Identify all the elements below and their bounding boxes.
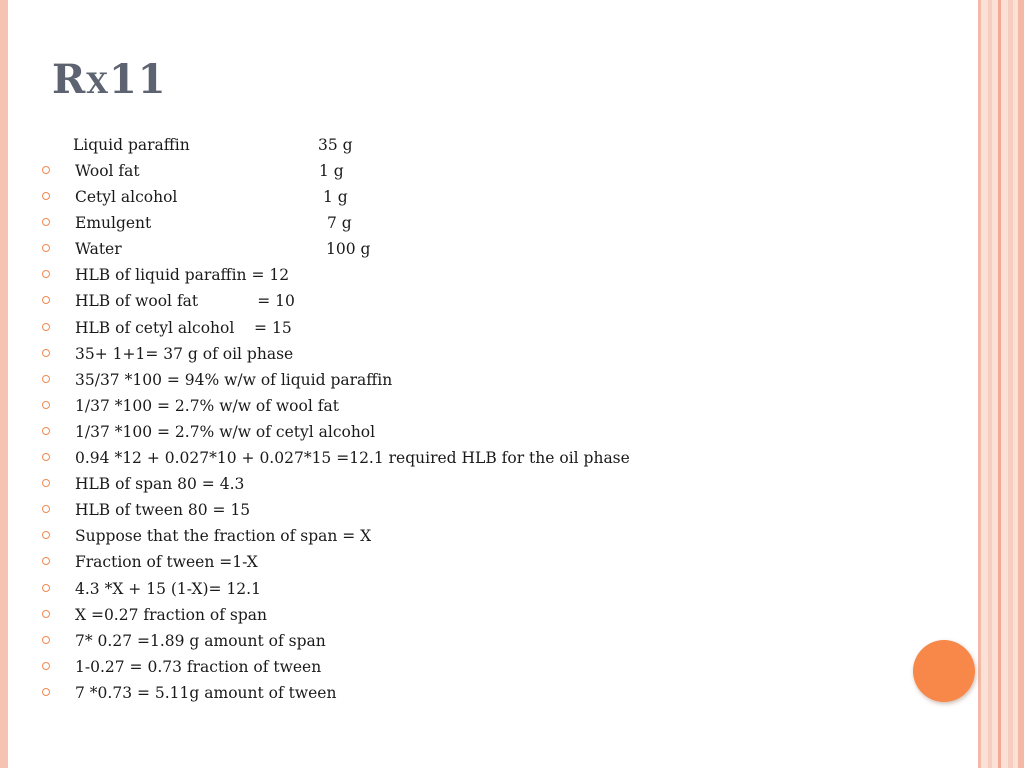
circle-bullet-icon (42, 192, 50, 200)
calculation-text: HLB of wool fat = 10 (75, 292, 295, 311)
circle-bullet-icon (42, 218, 50, 226)
ingredient-label: Water (75, 240, 122, 259)
circle-bullet-icon (42, 610, 50, 618)
ingredient-label: Cetyl alcohol (75, 188, 178, 207)
list-item (42, 210, 942, 236)
calculation-text: Fraction of tween =1-X (75, 553, 258, 572)
stripe (1008, 0, 1013, 768)
calculation-text: 7* 0.27 =1.89 g amount of span (75, 631, 326, 650)
slide-content (42, 132, 942, 706)
list-item (42, 602, 942, 628)
circle-bullet-icon (42, 505, 50, 513)
left-border-strip (0, 0, 8, 768)
list-item (42, 628, 942, 654)
calculation-text: X =0.27 fraction of span (75, 605, 267, 624)
circle-bullet-icon (42, 349, 50, 357)
list-item (42, 288, 942, 314)
calculation-text: HLB of liquid paraffin = 12 (75, 266, 290, 285)
calculation-text: Suppose that the fraction of span = X (75, 527, 372, 546)
calculation-text: HLB of tween 80 = 15 (75, 501, 251, 520)
calculation-text: 35/37 *100 = 94% w/w of liquid paraffin (75, 370, 393, 389)
circle-bullet-icon (42, 531, 50, 539)
calculation-text: 1-0.27 = 0.73 fraction of tween (75, 657, 322, 676)
circle-bullet-icon (42, 688, 50, 696)
slide-title: Rx11 (52, 56, 167, 103)
first-line (73, 132, 942, 158)
stripe (978, 0, 981, 768)
list-item (42, 419, 942, 445)
ingredient-label: Wool fat (75, 162, 140, 180)
ingredient-amount: 1 g (323, 188, 348, 207)
calculation-text: 1/37 *100 = 2.7% w/w of cetyl alcohol (75, 422, 376, 441)
right-decorative-stripes (978, 0, 1024, 768)
stripe (998, 0, 1001, 768)
ingredient-amount: 35 g (318, 136, 353, 154)
list-item (42, 471, 942, 497)
circle-bullet-icon (42, 166, 50, 174)
list-item (42, 680, 942, 706)
circle-bullet-icon (42, 662, 50, 670)
list-item (42, 549, 942, 575)
list-item (42, 158, 942, 184)
calculation-text: 7 *0.73 = 5.11g amount of tween (75, 683, 337, 702)
circle-bullet-icon (42, 270, 50, 278)
list-item (42, 367, 942, 393)
list-item (42, 184, 942, 210)
circle-bullet-icon (42, 375, 50, 383)
list-item (42, 654, 942, 680)
circle-bullet-icon (42, 244, 50, 252)
list-item (42, 523, 942, 549)
calculation-text: 0.94 *12 + 0.027*10 + 0.027*15 =12.1 required HLB for the oil phase (75, 449, 630, 468)
list-item (42, 393, 942, 419)
calculation-text: 35+ 1+1= 37 g of oil phase (75, 344, 294, 363)
ingredient-amount: 7 g (327, 214, 352, 233)
circle-bullet-icon (42, 557, 50, 565)
ingredient-label: Emulgent (75, 214, 152, 233)
circle-bullet-icon (42, 296, 50, 304)
ingredient-label: Liquid paraffin (73, 136, 190, 154)
orange-circle-decoration (913, 640, 975, 702)
calculation-text: HLB of span 80 = 4.3 (75, 475, 245, 494)
list-item (42, 236, 942, 262)
list-item (42, 576, 942, 602)
ingredient-amount: 100 g (326, 240, 371, 259)
ingredient-amount: 1 g (319, 162, 344, 180)
circle-bullet-icon (42, 401, 50, 409)
list-item (42, 497, 942, 523)
calculation-text: HLB of cetyl alcohol = 15 (75, 318, 292, 337)
list-item (42, 315, 942, 341)
calculation-text: 4.3 *X + 15 (1-X)= 12.1 (75, 579, 261, 598)
circle-bullet-icon (42, 427, 50, 435)
list-item (42, 445, 942, 471)
circle-bullet-icon (42, 584, 50, 592)
stripe (988, 0, 992, 768)
calculation-text: 1/37 *100 = 2.7% w/w of wool fat (75, 396, 339, 415)
stripe (1018, 0, 1024, 768)
circle-bullet-icon (42, 453, 50, 461)
list-item (42, 262, 942, 288)
list-item (42, 341, 942, 367)
circle-bullet-icon (42, 479, 50, 487)
circle-bullet-icon (42, 323, 50, 331)
bullet-list (42, 158, 942, 706)
circle-bullet-icon (42, 636, 50, 644)
